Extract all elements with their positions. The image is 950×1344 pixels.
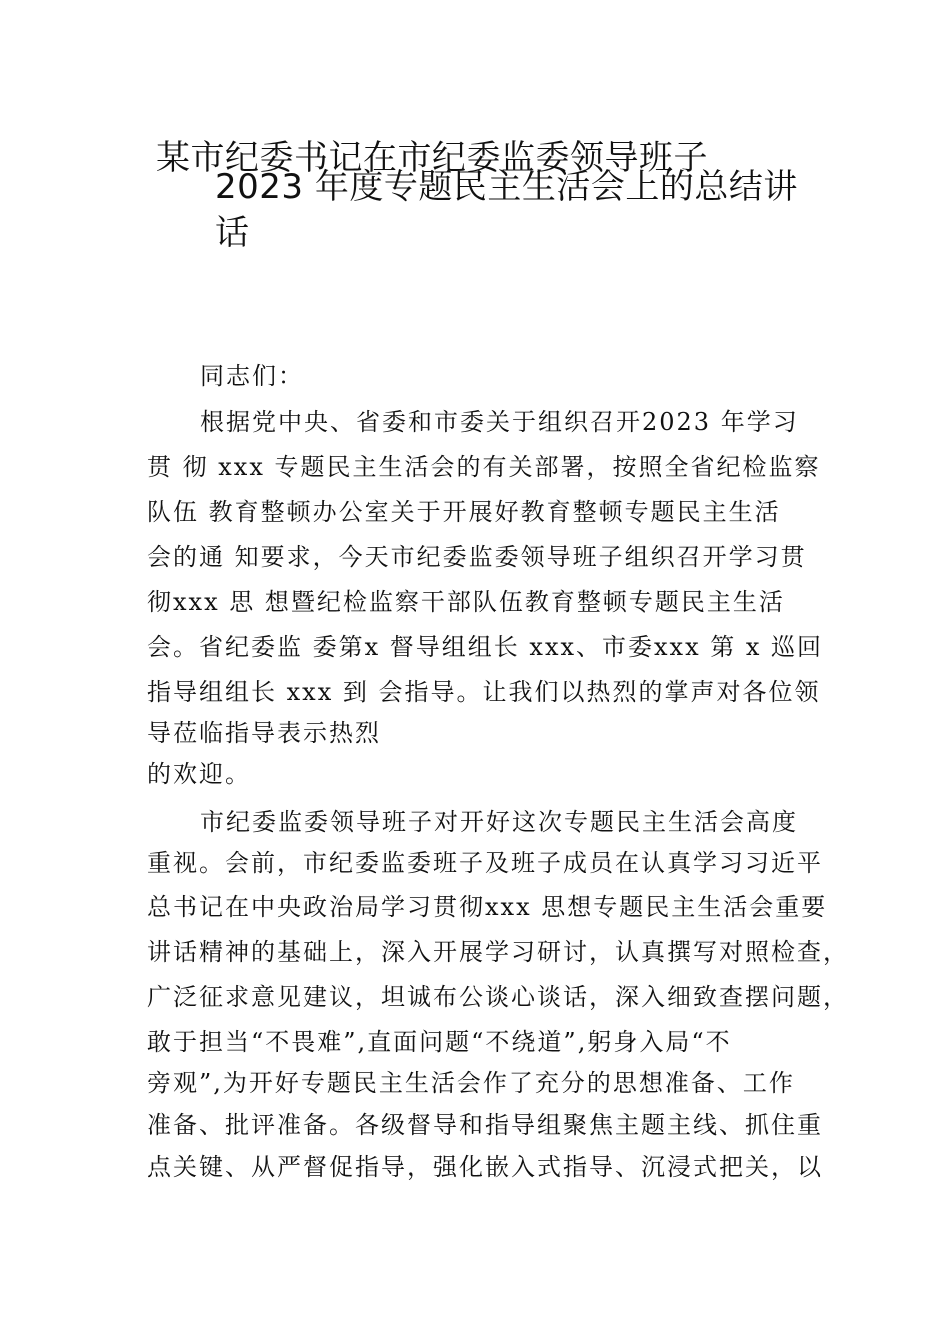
title-line-1: 某市纪委书记在市纪委监委领导班子 bbox=[156, 138, 708, 178]
paragraph-2-line: 重视。会前，市纪委监委班子及班子成员在认真学习习近平 bbox=[147, 849, 823, 877]
title-line-2: 2023 年度专题民主生活会上的总结讲 bbox=[215, 167, 798, 207]
paragraph-1-line: 指导组组长 xxx 到 会指导。让我们以热烈的掌声对各位领 bbox=[147, 678, 821, 706]
paragraph-1-line: 会的通 知要求，今天市纪委监委领导班子组织召开学习贯 bbox=[147, 543, 807, 571]
paragraph-2-line: 准备、批评准备。各级督导和指导组聚焦主题主线、抓住重 bbox=[147, 1111, 823, 1139]
paragraph-1-line: 队伍 教育整顿办公室关于开展好教育整顿专题民主生活 bbox=[147, 498, 781, 526]
paragraph-1-line: 导莅临指导表示热烈 bbox=[147, 719, 381, 747]
paragraph-1-line: 彻xxx 思 想暨纪检监察干部队伍教育整顿专题民主生活 bbox=[147, 588, 785, 616]
paragraph-2-line: 市纪委监委领导班子对开好这次专题民主生活会高度 bbox=[200, 808, 798, 836]
paragraph-2-line: 点关键、从严督促指导，强化嵌入式指导、沉浸式把关，以 bbox=[147, 1153, 823, 1181]
paragraph-2-line: 总书记在中央政治局学习贯彻xxx 思想专题民主生活会重要 bbox=[147, 893, 828, 921]
paragraph-1-line: 根据党中央、省委和市委关于组织召开2023 年学习 bbox=[200, 408, 799, 436]
salutation: 同志们： bbox=[200, 362, 304, 390]
paragraph-2-line: 广泛征求意见建议，坦诚布公谈心谈话，深入细致查摆问题， bbox=[147, 983, 849, 1011]
paragraph-2-line: 旁观”,为开好专题民主生活会作了充分的思想准备、工作 bbox=[147, 1069, 795, 1097]
paragraph-1-line: 会。省纪委监 委第x 督导组组长 xxx、市委xxx 第 x 巡回 bbox=[147, 633, 824, 661]
paragraph-2-line: 敢于担当“不畏难”,直面问题“不绕道”,躬身入局“不 bbox=[147, 1028, 732, 1056]
paragraph-1-line: 贯 彻 xxx 专题民主生活会的有关部署，按照全省纪检监察 bbox=[147, 453, 821, 481]
paragraph-1-line: 的欢迎。 bbox=[147, 760, 251, 788]
title-line-3: 话 bbox=[215, 213, 250, 253]
paragraph-2-line: 讲话精神的基础上，深入开展学习研讨，认真撰写对照检查， bbox=[147, 938, 849, 966]
